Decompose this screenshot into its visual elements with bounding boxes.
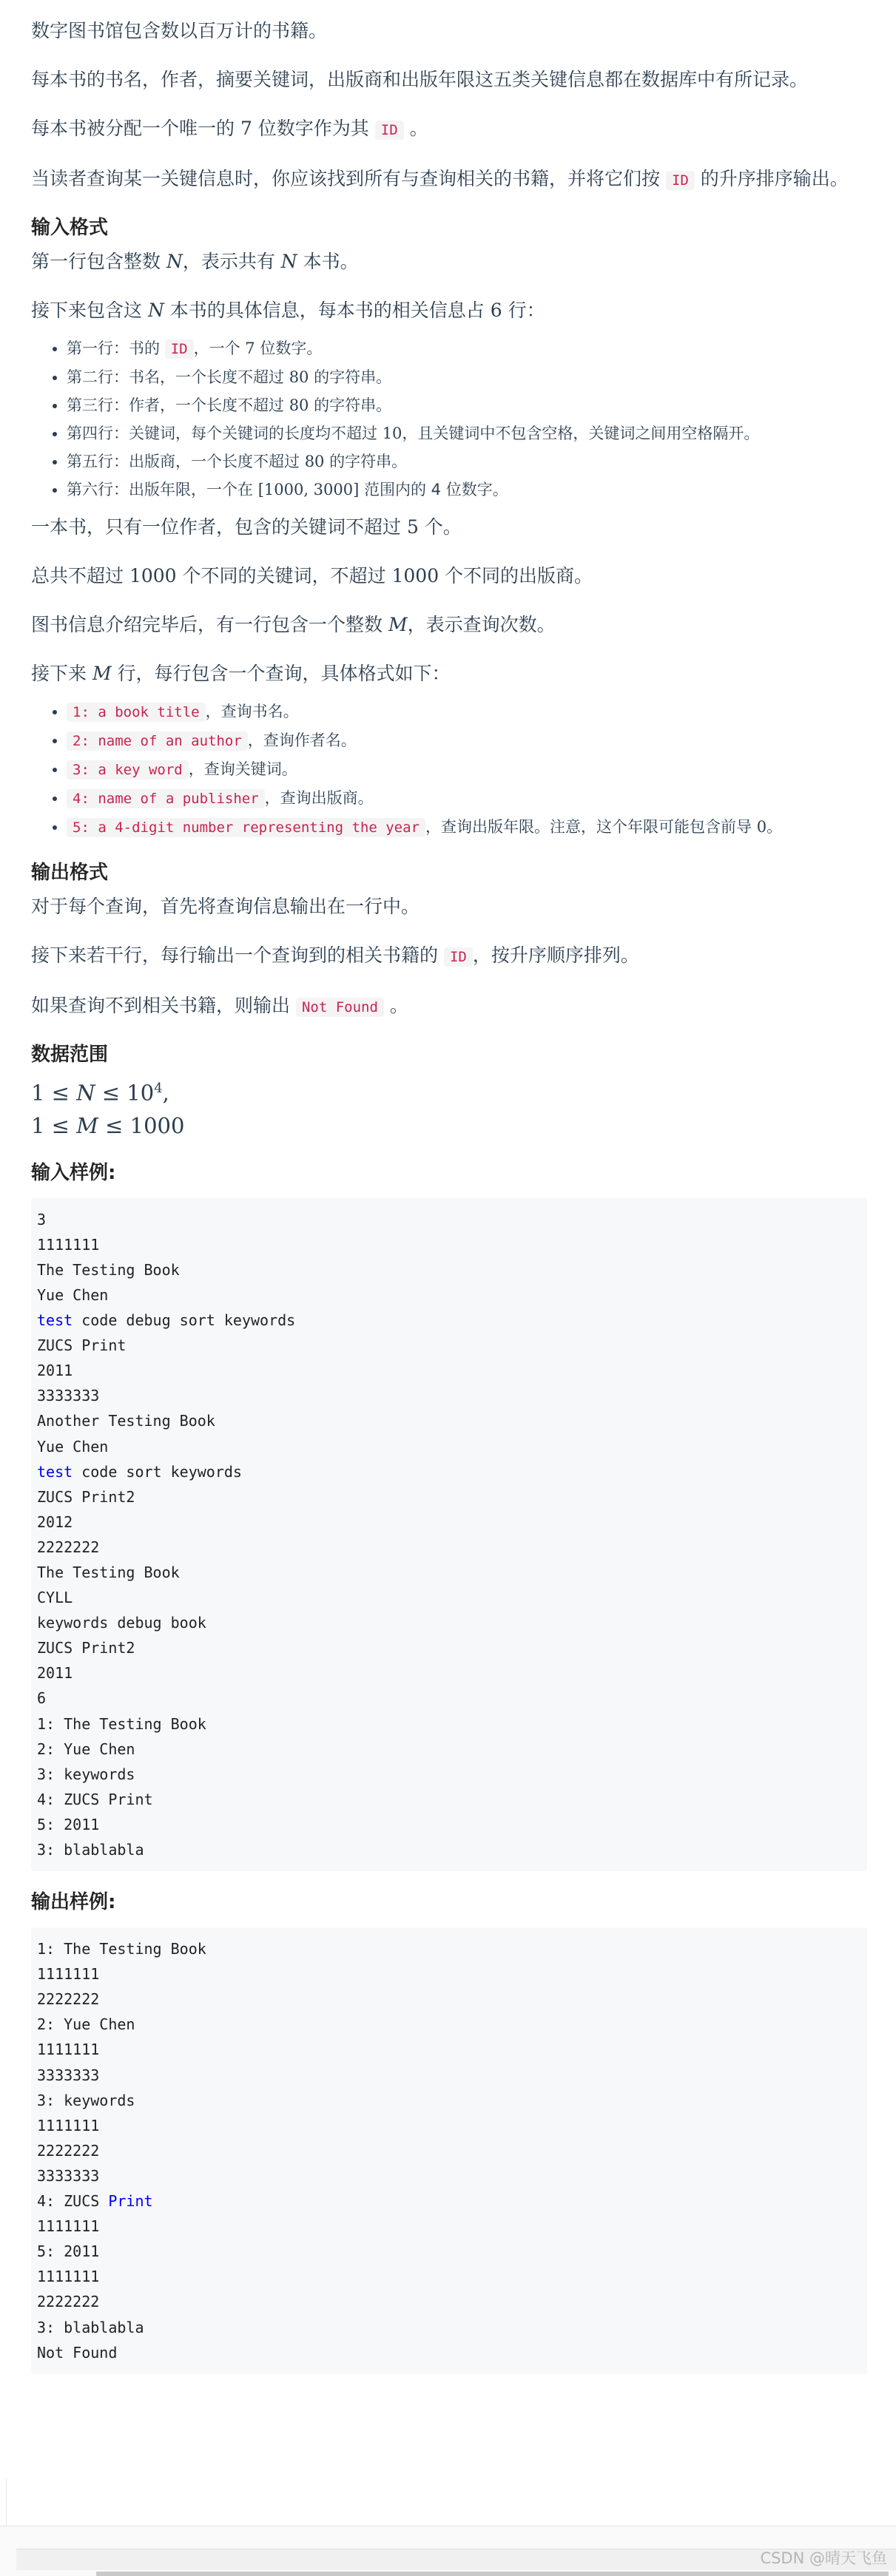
math-text: 1 ≤: [31, 1112, 77, 1138]
input-line-2: [31, 294, 867, 327]
text: ，表示查询次数。: [407, 614, 556, 635]
list-item: [67, 447, 867, 476]
sample-output-code: [31, 1927, 867, 2374]
problem-statement: [31, 0, 867, 2374]
math-var: M: [388, 614, 408, 635]
code-line: 3: blablabla: [37, 1841, 144, 1859]
inline-code: 5: a 4-digit number representing the year: [67, 818, 425, 837]
text: ，查询关键词。: [188, 760, 297, 778]
text: 的字符串。: [309, 368, 392, 386]
query-format-list: [31, 697, 867, 842]
data-range-n: [31, 1072, 867, 1109]
intro-paragraph-2: 每本书的书名，作者，摘要关键词，出版商和出版年限这五类关键信息都在数据库中有所记录。: [31, 69, 809, 90]
code-line: 3333333: [37, 2066, 100, 2084]
text: 本书。: [297, 251, 359, 272]
math-var: N: [166, 251, 183, 272]
text: 个不同的出版商。: [439, 565, 593, 586]
text: 如果查询不到相关书籍，则输出: [31, 995, 296, 1016]
code-line: 2222222: [37, 2293, 100, 2311]
code-line: test code debug sort keywords: [37, 1311, 296, 1330]
code-line: ZUCS Print2: [37, 1639, 135, 1657]
code-line: 2222222: [37, 2141, 100, 2160]
math-number: 1000: [391, 565, 439, 586]
math-number: 6: [490, 300, 502, 321]
code-line: CYLL: [37, 1589, 73, 1607]
text: ，查询出版商。: [264, 789, 374, 807]
math-number: 10: [382, 425, 402, 442]
math-text: ,: [162, 1080, 169, 1106]
list-item: [67, 726, 867, 755]
code-line: test code sort keywords: [37, 1462, 242, 1481]
text: 的升序排序输出。: [694, 168, 849, 189]
output-line-3: [31, 990, 867, 1024]
text: 图书信息介绍完毕后，有一行包含一个整数: [31, 614, 388, 635]
text: ，查询作者名。: [247, 731, 357, 749]
list-item: [67, 391, 867, 419]
code-line: 1111111: [37, 2268, 100, 2286]
text: 个不同的关键词，不超过: [176, 565, 392, 586]
code-line: 5: 2011: [37, 1815, 100, 1833]
code-line: The Testing Book: [37, 1260, 180, 1279]
code-line: Yue Chen: [37, 1437, 109, 1456]
code-line: 3333333: [37, 1387, 100, 1405]
intro-paragraph-1: 数字图书馆包含数以百万计的书籍。: [31, 20, 328, 41]
text: ，表示共有: [182, 251, 281, 272]
code-line: 1111111: [37, 2041, 100, 2059]
output-format-heading: 输出格式: [31, 862, 109, 884]
text: 第一行包含整数: [31, 251, 166, 272]
code-line: Another Testing Book: [37, 1412, 215, 1430]
code-line: Not Found: [37, 2343, 118, 2362]
text: 位数字。: [255, 339, 323, 357]
data-range-heading: 数据范围: [31, 1044, 109, 1066]
code-line: 1111111: [37, 2116, 100, 2134]
sample-input-heading: 输入样例:: [31, 1161, 116, 1184]
text: 。: [403, 118, 428, 139]
list-item: [67, 755, 867, 784]
inline-code: ID: [375, 121, 404, 140]
list-item: [67, 363, 867, 391]
code-line: 6: [37, 1689, 47, 1708]
inline-code: 4: name of a publisher: [67, 789, 265, 808]
text: 第四行：关键词，每个关键词的长度均不超过: [67, 425, 383, 442]
math-sup: 4: [154, 1081, 163, 1096]
code-line: 2: Yue Chen: [37, 1740, 135, 1758]
input-line-1: [31, 246, 867, 278]
sample-output-heading: 输出样例:: [31, 1891, 116, 1914]
text: 接下来: [31, 663, 92, 684]
code-line: 2011: [37, 1362, 73, 1380]
math-number: 80: [289, 368, 309, 386]
inline-code: Not Found: [296, 998, 384, 1017]
inline-code: 1: a book title: [67, 703, 206, 722]
code-line: 1: The Testing Book: [37, 1714, 206, 1733]
math-var: M: [92, 663, 112, 684]
text: ，按升序顺序排列。: [472, 944, 639, 966]
code-line: 1111111: [37, 1235, 100, 1254]
text: 个。: [418, 516, 462, 538]
list-item: [67, 697, 867, 726]
text: 本书的具体信息，每本书的相关信息占: [164, 300, 491, 321]
math-var: M: [76, 1112, 98, 1138]
book-lines-list: [31, 334, 867, 504]
math-var: N: [280, 251, 297, 272]
text: 接下来包含这: [31, 300, 148, 321]
code-line: 1111111: [37, 1965, 100, 1984]
list-item: [67, 813, 867, 842]
code-line: 3: [37, 1210, 47, 1228]
math-text: ≤ 10: [95, 1080, 155, 1106]
code-line: 4: ZUCS Print: [37, 2192, 153, 2211]
text: ，且关键词中不包含空格，关键词之间用空格隔开。: [402, 425, 760, 442]
code-line: 2222222: [37, 1990, 100, 2009]
text: 的字符串。: [309, 396, 392, 414]
code-line: Yue Chen: [37, 1285, 109, 1304]
output-line-2: [31, 939, 867, 973]
list-item: [67, 419, 867, 447]
code-line: The Testing Book: [37, 1563, 180, 1581]
input-line-4: [31, 560, 867, 592]
math-number: 80: [289, 396, 309, 414]
math-var: N: [76, 1080, 95, 1106]
input-line-5: [31, 609, 867, 641]
code-line: 3333333: [37, 2166, 100, 2185]
text: ，查询书名。: [205, 703, 299, 720]
inline-code: ID: [666, 171, 695, 190]
text: 行：: [502, 300, 545, 321]
math-text: ≤ 1000: [98, 1112, 185, 1138]
text: 第二行：书名，一个长度不超过: [67, 368, 289, 386]
list-item: [67, 476, 867, 504]
code-line: ZUCS Print2: [37, 1487, 135, 1506]
intro-paragraph-3: [31, 112, 867, 146]
code-line: 3: blablabla: [37, 2318, 144, 2336]
math-number: 80: [304, 453, 325, 470]
math-number: 1000: [129, 565, 177, 586]
inline-code: ID: [444, 947, 473, 967]
math-number: 5: [406, 516, 419, 538]
code-line: keywords debug book: [37, 1614, 206, 1632]
code-line: 2: Yue Chen: [37, 2015, 135, 2034]
code-line: 5: 2011: [37, 2242, 100, 2261]
intro-paragraph-4: [31, 163, 867, 197]
math-number: 7: [240, 118, 252, 139]
text: 行，每行包含一个查询，具体格式如下：: [111, 663, 451, 684]
math-number: [1000, 3000]: [257, 481, 360, 498]
sample-input-code: [31, 1198, 867, 1871]
code-line: 2011: [37, 1664, 73, 1683]
math-text: 1 ≤: [31, 1080, 77, 1106]
text: 第六行：出版年限，一个在: [67, 481, 258, 498]
horizontal-scrollbar[interactable]: [96, 2572, 889, 2576]
code-line: 1: The Testing Book: [37, 1940, 206, 1958]
inline-code: 2: name of an author: [67, 731, 248, 751]
text: 第一行：书的: [67, 339, 165, 357]
text: 第三行：作者，一个长度不超过: [67, 396, 289, 414]
text: 范围内的 4 位数字。: [359, 481, 508, 498]
text: ，一个: [193, 339, 246, 357]
code-line: 1111111: [37, 2217, 100, 2236]
text: 当读者查询某一关键信息时，你应该找到所有与查询相关的书籍，并将它们按: [31, 168, 666, 189]
text: 接下来若干行，每行输出一个查询到的相关书籍的: [31, 944, 444, 966]
input-format-heading: 输入格式: [31, 217, 109, 239]
text: 的字符串。: [324, 453, 408, 470]
text: 。: [767, 818, 783, 836]
text: ，查询出版年限。注意，这个年限可能包含前导: [425, 818, 757, 836]
list-item: [67, 334, 867, 363]
code-line: 3: keywords: [37, 2091, 135, 2109]
code-line: 2222222: [37, 1538, 100, 1556]
code-line: 3: keywords: [37, 1765, 135, 1783]
page-footer: [0, 2526, 896, 2576]
code-line: ZUCS Print: [37, 1336, 127, 1355]
inline-code: 3: a key word: [67, 760, 189, 780]
inline-code: ID: [165, 339, 194, 359]
output-line-1: 对于每个查询，首先将查询信息输出在一行中。: [31, 896, 420, 917]
text: 总共不超过: [31, 565, 129, 586]
code-line: 2012: [37, 1512, 73, 1531]
text: 。: [383, 995, 408, 1016]
text: 每本书被分配一个唯一的: [31, 118, 240, 139]
text: 一本书，只有一位作者，包含的关键词不超过: [31, 516, 407, 538]
watermark: CSDN @晴天飞鱼: [760, 2549, 887, 2567]
text: 位数字作为其: [252, 118, 375, 139]
text: 第五行：出版商，一个长度不超过: [67, 453, 305, 470]
math-number: 7: [245, 339, 255, 357]
data-range-m: [31, 1109, 867, 1142]
code-line: 4: ZUCS Print: [37, 1790, 153, 1808]
input-line-3: [31, 511, 867, 544]
math-number: 0: [756, 818, 767, 836]
input-line-6: [31, 657, 867, 690]
list-item: [67, 784, 867, 813]
math-var: N: [147, 300, 164, 321]
